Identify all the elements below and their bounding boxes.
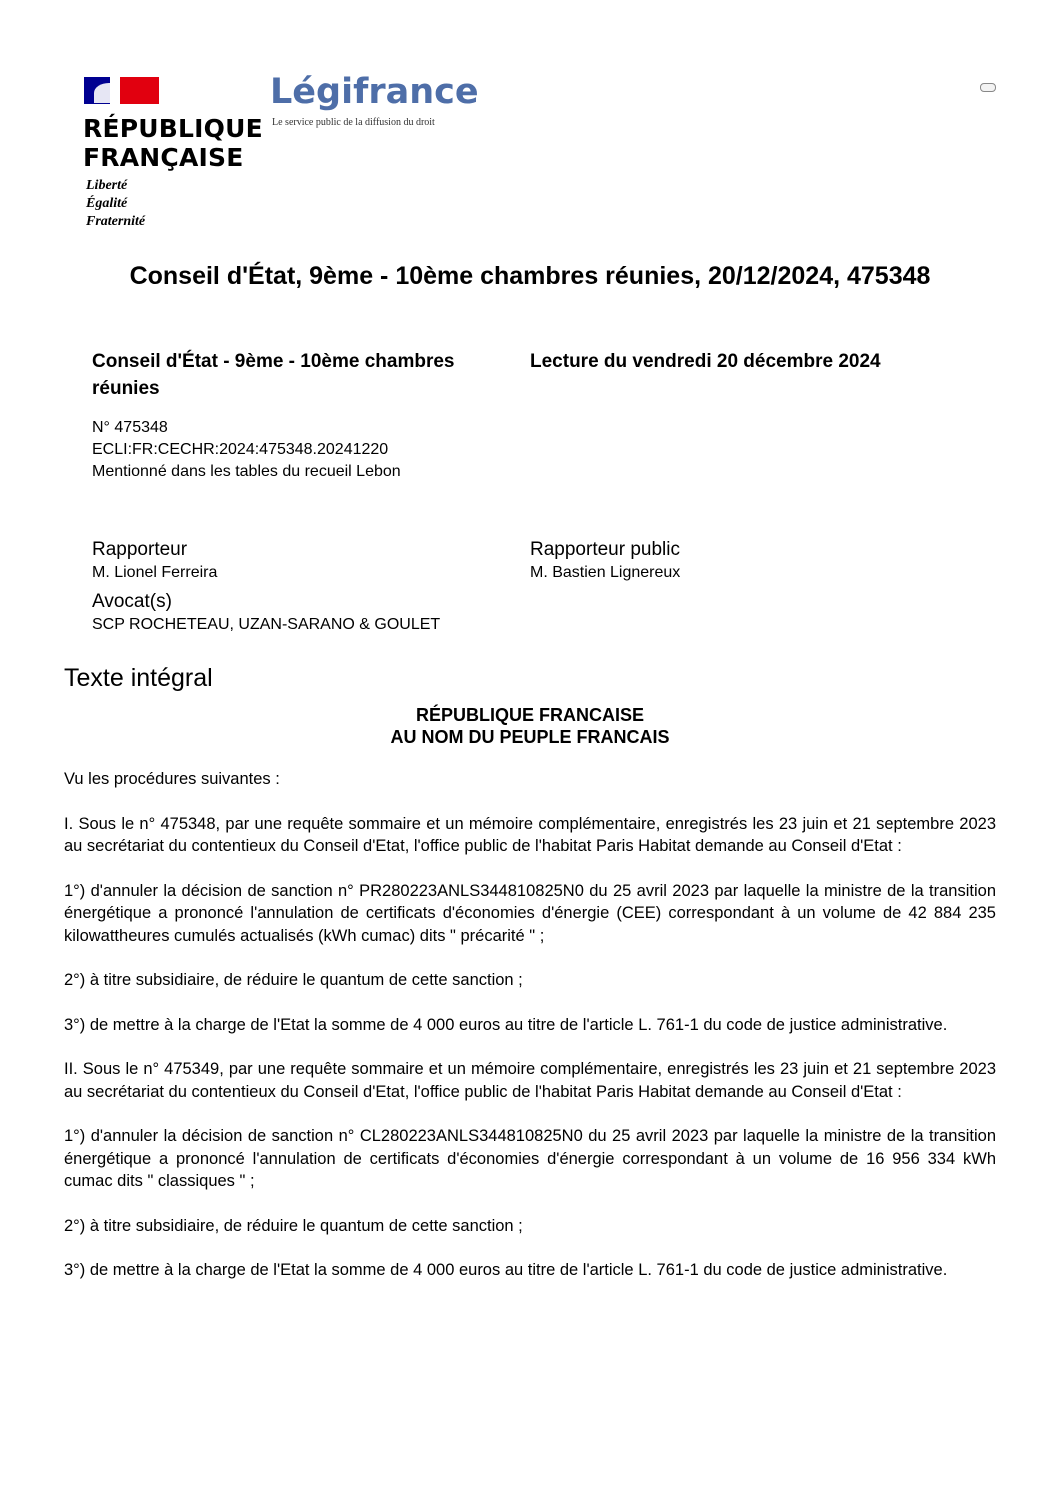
paragraph: II. Sous le n° 475349, par une requête sommaire et un mémoire complémentaire, enregistrés les 23 juin et 21 septembre 2023 au secrétariat du contentieux du Conseil d'Etat, l'office public de l'habitat Paris Habitat demande au Conseil d'Etat :	[64, 1060, 996, 1101]
rapporteur-name: M. Lionel Ferreira	[92, 564, 218, 581]
toggle-icon[interactable]	[980, 83, 996, 92]
ecli-identifier: ECLI:FR:CECHR:2024:475348.20241220	[92, 441, 389, 458]
paragraph: 2°) à titre subsidiaire, de réduire le quantum de cette sanction ;	[64, 1216, 523, 1235]
avocats-block	[92, 590, 440, 636]
republique-flag-logo	[84, 77, 159, 104]
meta-right	[530, 348, 990, 375]
paragraph: 3°) de mettre à la charge de l'Etat la somme de 4 000 euros au titre de l'article L. 761-1 du code de justice administrative.	[64, 1015, 948, 1034]
legifrance-logo[interactable]: Légifrance	[270, 72, 479, 112]
decision-heading: RÉPUBLIQUE FRANCAISE AU NOM DU PEUPLE FRANCAIS	[390, 705, 670, 747]
rapporteur-public-label: Rapporteur public	[530, 539, 680, 560]
reading-date: Lecture du vendredi 20 décembre 2024	[530, 351, 881, 372]
rapporteur-public-block	[530, 538, 680, 584]
paragraph: 1°) d'annuler la décision de sanction n° PR280223ANLS344810825N0 du 25 avril 2023 par laquelle la ministre de la transition énergétique a prononcé l'annulation de certificats d'économies d'énergie (CEE) correspondant à un volume de 42 884 235 kilowattheures cumulés actualisés (kWh cumac) dits " précarité " ;	[64, 881, 996, 945]
republic-motto: Liberté Égalité Fraternité	[86, 178, 146, 229]
document-title: Conseil d'État, 9ème - 10ème chambres réunies, 20/12/2024, 475348	[129, 262, 931, 290]
publication-note: Mentionné dans les tables du recueil Lebon	[92, 463, 401, 480]
avocats-label: Avocat(s)	[92, 591, 172, 612]
paragraph: I. Sous le n° 475348, par une requête sommaire et un mémoire complémentaire, enregistrés les 23 juin et 21 septembre 2023 au secrétariat du contentieux du Conseil d'Etat, l'office public de l'habitat Paris Habitat demande au Conseil d'Etat :	[64, 814, 996, 855]
paragraph: 3°) de mettre à la charge de l'Etat la somme de 4 000 euros au titre de l'article L. 761-1 du code de justice administrative.	[64, 1261, 948, 1279]
court-name: Conseil d'État - 9ème - 10ème chambres réunies	[92, 351, 455, 399]
paragraph: Vu les procédures suivantes :	[64, 770, 280, 788]
case-number: N° 475348	[92, 419, 168, 436]
paragraph: 2°) à titre subsidiaire, de réduire le quantum de cette sanction ;	[64, 971, 523, 989]
rapporteur-block	[92, 538, 217, 584]
avocats-name: SCP ROCHETEAU, UZAN-SARANO & GOULET	[92, 616, 441, 633]
decision-body	[64, 768, 996, 1304]
meta-left	[92, 348, 512, 483]
legifrance-tagline: Le service public de la diffusion du droit	[272, 117, 435, 128]
rapporteur-label: Rapporteur	[92, 539, 188, 560]
rapporteur-public-name: M. Bastien Lignereux	[530, 564, 681, 581]
full-text-heading: Texte intégral	[64, 664, 213, 692]
paragraph: 1°) d'annuler la décision de sanction n° CL280223ANLS344810825N0 du 25 avril 2023 par laquelle la ministre de la transition énergétique a prononcé l'annulation de certificats d'économies d'énergie correspondant à un volume de 16 956 334 kWh cumac dits " classiques " ;	[64, 1127, 996, 1190]
republique-francaise-wordmark: RÉPUBLIQUE FRANÇAISE	[83, 114, 263, 172]
